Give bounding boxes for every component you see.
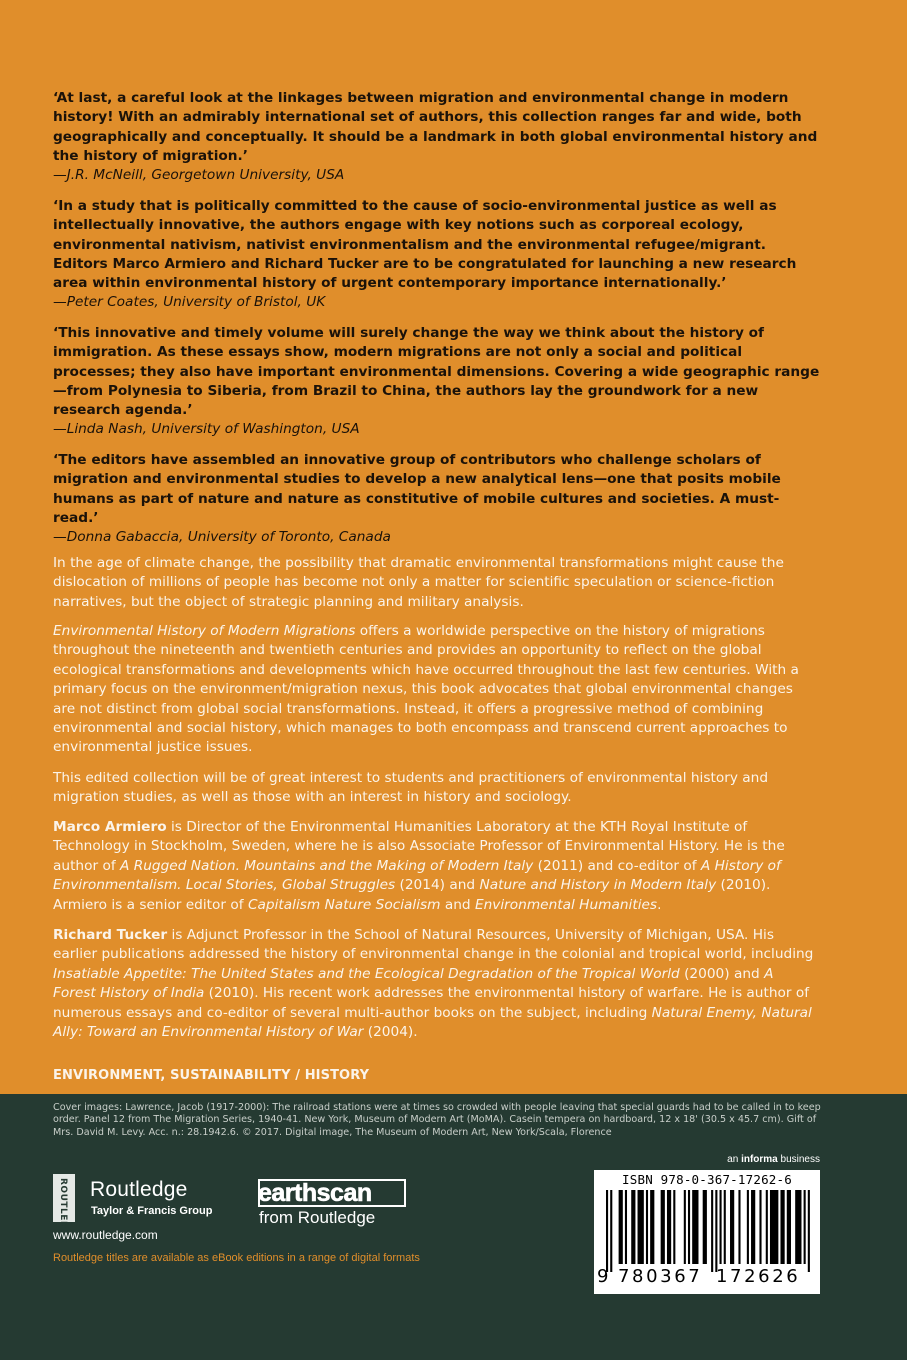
- book-title: Insatiable Appetite: The United States and the Ecological Degradation of the Tropical World: [53, 965, 680, 982]
- endorsement-author: —Linda Nash, University of Washington, USA: [53, 421, 360, 438]
- barcode-bar: [661, 1190, 665, 1264]
- endorsement-author: —Donna Gabaccia, University of Toronto, Canada: [53, 529, 391, 546]
- barcode-bar: [730, 1190, 734, 1264]
- book-title: Nature and History in Modern Italy: [479, 877, 717, 894]
- bio-text: (2010). His recent work addresses the environmental history of warfare. He is author of numerous essays and co-editor of several multi-author books on the subject, including: [53, 985, 810, 1021]
- imprint-from: from Routledge: [259, 1208, 376, 1227]
- endorsement-3: [53, 324, 823, 440]
- barcode-bar: [650, 1190, 654, 1264]
- bio-text: is Adjunct Professor in the School of Natural Resources, University of Michigan, USA. His earlier publications addressed the history of environmental change in the colonial and tropical world, including: [53, 927, 814, 963]
- endorsement-text: ‘At last, a careful look at the linkages between migration and environmental change in modern history! With an admirably international set of authors, this collection ranges far and wide, both geographically and conceptually. It should be a landmark in both global environmental history and the history of migration.’: [53, 90, 818, 164]
- bio-text: .: [657, 896, 662, 913]
- barcode-bar: [787, 1190, 791, 1264]
- description-paragraph-2: [53, 622, 818, 758]
- author-name: Richard Tucker: [53, 927, 168, 943]
- author-name: Marco Armiero: [53, 819, 167, 835]
- barcode-bar: [606, 1190, 608, 1272]
- barcode-digits-right: 172626: [716, 1266, 801, 1287]
- barcode-digits-left: 780367: [618, 1266, 703, 1287]
- barcode-bar: [770, 1190, 778, 1264]
- endorsement-4: [53, 451, 823, 547]
- barcode-bar: [646, 1190, 648, 1264]
- barcode-digit-first: 9: [597, 1266, 609, 1287]
- barcode-bar: [692, 1190, 698, 1264]
- routledge-mark-text: ROUTLEDGE: [58, 1178, 68, 1244]
- description-text: offers a worldwide perspective on the history of migrations throughout the nineteenth and twentieth centuries and provides an opportunity to reflect on the global ecological transformations and developments which have occurred throughout the last few centuries. With a primary focus on the environment/migration nexus, this book advocates that global environmental changes are not distinct from global social transformations. Instead, it offers a progressive method of combining environmental and social history, which manages to both encompass and transcend current approaches to environmental justice issues.: [53, 623, 799, 756]
- barcode-bar: [684, 1190, 686, 1264]
- endorsement-author: —Peter Coates, University of Bristol, UK: [53, 294, 326, 311]
- barcode-bar: [715, 1190, 717, 1272]
- book-title: A Rugged Nation. Mountains and the Making of Modern Italy: [120, 857, 534, 874]
- barcode-bar: [711, 1190, 713, 1272]
- endorsement-text: ‘This innovative and timely volume will surely change the way we think about the history of immigration. As these essays show, modern migrations are not only a social and political processes; they also have important environmental dimensions. Covering a wide geographic range—from Polynesia to Siberia, from Brazil to China, the authors lay the groundwork for a new research agenda.’: [53, 325, 820, 419]
- barcode-bar: [804, 1190, 806, 1264]
- barcode-bar: [751, 1190, 755, 1264]
- imprint-word: earthscan: [258, 1179, 372, 1207]
- barcode-bar: [673, 1190, 675, 1264]
- informa-suffix: business: [777, 1154, 820, 1165]
- barcode-bar: [619, 1190, 623, 1264]
- book-title: A History of Environmentalism. Local Stories, Global Struggles: [53, 857, 781, 894]
- barcode-bar: [720, 1190, 722, 1264]
- description-paragraph-3: This edited collection will be of great interest to students and practitioners of environmental history and migration studies, as well as those with an interest in history and sociology.: [53, 770, 769, 806]
- bio-text: and: [440, 896, 475, 913]
- description-paragraph-1: In the age of climate change, the possibility that dramatic environmental transformations might cause the dislocation of millions of people has become not only a matter for scientific speculation or science-fiction narratives, but the object of strategic planning and military analysis.: [53, 555, 784, 610]
- cover-credits: Cover images: Lawrence, Jacob (1917-2000): The railroad stations were at times so crowded with people leaving that special guards had to be called in to keep order. Panel 12 from The Migration Series, 1940-41. New York, Museum of Modern Art (MoMA). Casein tempera on hardboard, 12 x 18' (30.5 x 45.7 cm). Gift of Mrs. David M. Levy. Acc. n.: 28.1942.6. © 2017. Digital image, The Museum of Modern Art, New York/Scala, Florence: [53, 1102, 821, 1138]
- book-title: A Forest History of India: [53, 965, 774, 1002]
- endorsement-2: [53, 197, 823, 313]
- bio-text: (2011) and co-editor of: [533, 857, 701, 874]
- barcode-bar: [631, 1190, 635, 1264]
- barcode-bars: [606, 1190, 812, 1272]
- informa-name: informa: [741, 1154, 778, 1165]
- barcode-bar: [667, 1190, 671, 1264]
- barcode-bar: [724, 1190, 726, 1264]
- barcode-bar: [638, 1190, 644, 1264]
- bio-text: (2010). Armiero is a senior editor of: [53, 877, 771, 913]
- endorsement-text: ‘The editors have assembled an innovative group of contributors who challenge scholars of migration and environmental studies to develop a new analytical lens—one that posits mobile humans as part of nature and nature as constitutive of mobile cultures and societies. A must-read.’: [53, 452, 781, 526]
- informa-tagline: [660, 1154, 820, 1165]
- routledge-mark-icon: [53, 1174, 75, 1244]
- publisher-name: Routledge: [90, 1178, 188, 1201]
- barcode-bar: [766, 1190, 768, 1264]
- bio-armiero: [53, 818, 818, 915]
- bio-text: is Director of the Environmental Humanities Laboratory at the KTH Royal Institute of Technology in Stockholm, Sweden, where he is also Associate Professor of Environmental History. He is the author of: [53, 819, 785, 874]
- barcode-bar: [625, 1190, 627, 1264]
- book-title: Natural Enemy, Natural Ally: Toward an Environmental History of War: [53, 1004, 812, 1041]
- endorsement-text: ‘In a study that is politically committed to the cause of socio-environmental justice as well as intellectually innovative, the authors engage with key notions such as corporeal ecology, environmental nativism, nativist environmentalism and the environmental refugee/migrant. Editors Marco Armiero and Richard Tucker are to be congratulated for launching a new research area within environmental history of urgent contemporary importance internationally.’: [53, 198, 797, 292]
- journal-title: Capitalism Nature Socialism: [247, 896, 441, 913]
- barcode-bar: [808, 1190, 810, 1272]
- barcode-bar: [780, 1190, 784, 1264]
- barcode-bar: [795, 1190, 801, 1264]
- barcode: [594, 1170, 820, 1294]
- barcode-bar: [688, 1190, 690, 1264]
- endorsement-author: —J.R. McNeill, Georgetown University, USA: [53, 167, 345, 184]
- ebook-note: Routledge titles are available as eBook editions in a range of digital formats: [53, 1252, 420, 1264]
- informa-prefix: an: [727, 1154, 742, 1165]
- isbn-label: ISBN 978-0-367-17262-6: [622, 1172, 792, 1187]
- bio-text: (2000) and: [679, 965, 765, 982]
- barcode-bar: [747, 1190, 749, 1264]
- barcode-bar: [703, 1190, 707, 1264]
- bio-text: (2014) and: [395, 877, 480, 894]
- bio-tucker: [53, 926, 818, 1042]
- book-title: Environmental History of Modern Migrations: [53, 623, 356, 639]
- barcode-bar: [759, 1190, 761, 1264]
- publisher-group: Taylor & Francis Group: [91, 1205, 213, 1217]
- subject-category: ENVIRONMENT, SUSTAINABILITY / HISTORY: [53, 1068, 370, 1083]
- bio-text: (2004).: [363, 1024, 418, 1041]
- publisher-website-link[interactable]: www.routledge.com: [53, 1228, 158, 1242]
- journal-title: Environmental Humanities: [474, 896, 658, 913]
- endorsement-1: [53, 89, 823, 185]
- barcode-bar: [610, 1190, 612, 1272]
- earthscan-logo: [258, 1178, 418, 1228]
- barcode-bar: [738, 1190, 740, 1264]
